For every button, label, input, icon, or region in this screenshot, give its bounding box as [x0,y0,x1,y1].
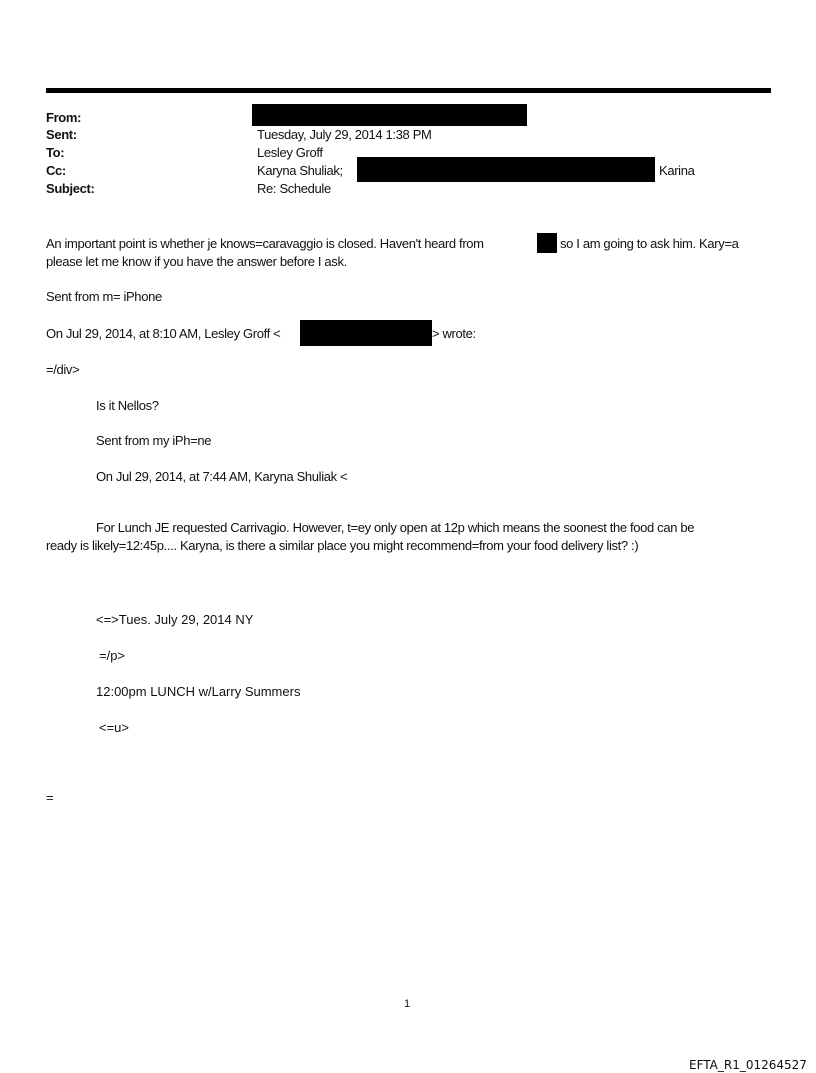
quote-header-1b: > wrote: [432,326,476,341]
cc-value: Karyna Shuliak; [257,163,343,178]
signature: Sent from m= iPhone [46,289,162,304]
equals-sign: = [46,790,54,805]
redaction-cc [357,157,655,182]
body-line-1b: so I am going to ask him. Kary=a [560,236,739,251]
sent-label: Sent: [46,127,77,142]
redaction-email [300,320,432,346]
redaction-name [537,233,557,253]
quote-header-2: On Jul 29, 2014, at 7:44 AM, Karyna Shuliak < [96,469,348,484]
subject-label: Subject: [46,181,95,196]
lunch-line-1: For Lunch JE requested Carrivagio. However, t=ey only open at 12p which means the soonest the food can be [96,520,695,535]
cc-value-2: Karina [659,163,695,178]
sent-value: Tuesday, July 29, 2014 1:38 PM [257,127,432,142]
header-rule [46,88,771,93]
page-number: 1 [404,998,410,1010]
lunch-line-2: ready is likely=12:45p.... Karyna, is there a similar place you might recommend=from your food delivery list? :) [46,538,639,553]
signature-2: Sent from my iPh=ne [96,433,212,448]
document-id: EFTA_R1_01264527 [689,1058,807,1072]
div-close: =/div> [46,362,80,377]
subject-value: Re: Schedule [257,181,331,196]
nellos-line: Is it Nellos? [96,398,159,413]
schedule-date: <=>Tues. July 29, 2014 NY [96,612,254,627]
schedule-item: 12:00pm LUNCH w/Larry Summers [96,684,301,699]
cc-label: Cc: [46,163,66,178]
to-label: To: [46,145,65,160]
to-value: Lesley Groff [257,145,323,160]
u-tag: <=u> [99,720,130,735]
quote-header-1a: On Jul 29, 2014, at 8:10 AM, Lesley Groff < [46,326,281,341]
body-line-1a: An important point is whether je knows=caravaggio is closed. Haven't heard from [46,236,484,251]
redaction-from [252,104,527,126]
from-label: From: [46,110,82,125]
body-line-2: please let me know if you have the answer before I ask. [46,254,347,269]
p-close: =/p> [99,648,126,663]
